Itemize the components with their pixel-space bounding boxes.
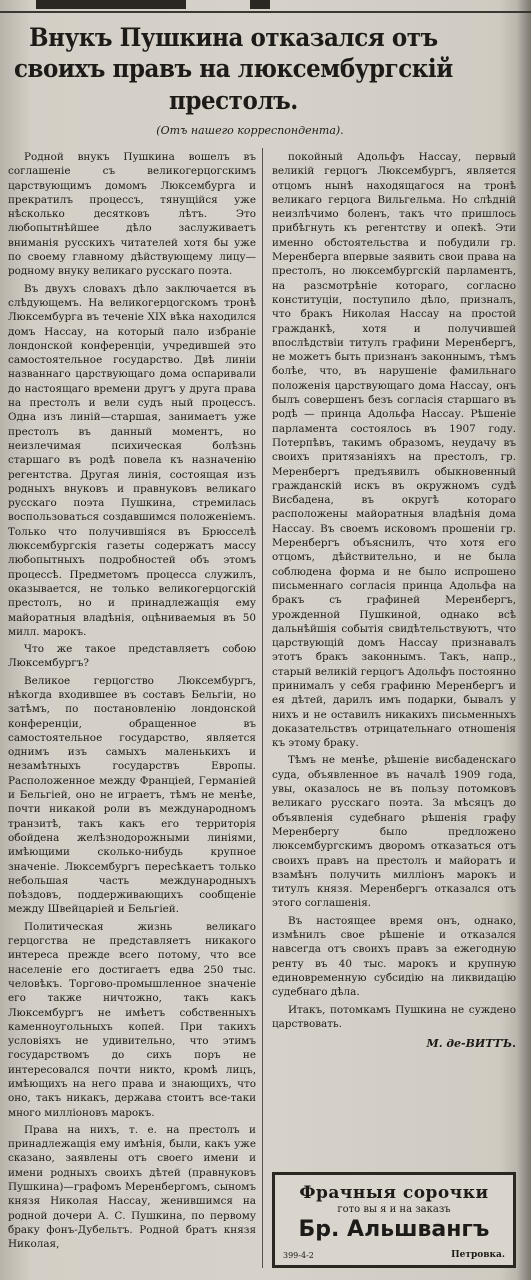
ad-address: Петровка. — [451, 1250, 505, 1260]
column-divider — [262, 148, 263, 1268]
right-column — [272, 150, 516, 1051]
paragraph: Права на нихъ, т. е. на престолъ и принадлежащія ему имѣнія, были, какъ уже сказано, заявлены отъ своего имени и имени родныхъ своихъ дѣтей (правнуковъ Пушкина)—графомъ Меренбергомъ, сыномъ князя Николая Нассау, женившимся на родной дочери А. С. Пушкина, по первому браку фонъ-Дубельтъ. Родной братъ князя Николая, — [8, 1123, 256, 1251]
author-signature: М. де-ВИТТЪ. — [426, 1037, 516, 1051]
paragraph: Политическая жизнь великаго герцогства не представляетъ никакого интереса прежде всего потому, что все населеніе его достигаетъ едва 250 тыс. человѣкъ. Торгово-промышленное значеніе его также ничтожно, такъ какъ Люксембургъ не имѣетъ собственныхъ каменноугольныхъ копей. При такихъ условіяхъ не удивительно, что этимъ государствомъ до сихъ поръ не интересовался почти никто, кромѣ лицъ, имѣющихъ на него права и знающихъ, что оно, такъ никакъ, держава стоитъ все-таки много милліоновъ марокъ. — [8, 920, 256, 1119]
paragraph: покойный Адольфъ Нассау, первый великій герцогъ Люксембургъ, является отцомъ нынѣ находящагося на тронѣ великаго герцога Вильгельма. Но слѣдній неизлѣчимо боленъ, такъ что пришлось прибѣгнуть къ регентству и опекѣ. Эти именно обстоятельства и побудили гр. Меренберга впервые заявить свои права на престолъ, но люксембургскій парламентъ, на разсмотрѣніе котораго, согласно конституціи, поступило дѣло, призналъ, что бракъ Николая Нассау на простой гражданкѣ, хотя и получившей впослѣдствіи титулъ графини Меренбергъ, не можетъ быть признанъ законнымъ, тѣмъ болѣе, что, въ нарушеніе фамильнаго положенія царствующаго дома Нассау, онъ былъ совершенъ безъ согласія старшаго въ родѣ — принца Адольфа Нассау. Рѣшеніе парламента состоялось въ 1907 году. Потерпѣвъ, такимъ образомъ, неудачу въ своихъ притязаніяхъ на престолъ, гр. Меренбергъ предъявилъ обыкновенный гражданскій искъ въ окружномъ судѣ Висбадена, въ округѣ котораго расположены майоратныя владѣнія дома Нассау. Въ своемъ исковомъ прошеніи гр. Меренбергъ объяснилъ, что хотя его отцомъ, дѣйствительно, и не была соблюдена форма и не было испрошено письменнаго согласія принца Адольфа на бракъ съ графиней Меренбергъ, урожденной Пушкиной, однако всѣ дальнѣйшія событія свидѣтельствуютъ, что царствующій домъ Нассау признавалъ этотъ бракъ законнымъ. Такъ, напр., старый великій герцогъ Адольфъ постоянно принималъ у себя графиню Меренбергъ и ея дѣтей, дарилъ имъ подарки, бывалъ у нихъ и не оставилъ никакихъ письменныхъ доказательствъ отрицательнаго отношенія къ этому браку. — [272, 151, 516, 750]
paragraph: Великое герцогство Люксембургъ, нѣкогда входившее въ составъ Бельгіи, но затѣмъ, по постановленію лондонской конференціи, обращенное въ самостоятельное государство, является однимъ изъ самыхъ маленькихъ и незамѣтныхъ государствъ Европы. Расположенное между Франціей, Германіей и Бельгіей, оно не играетъ, тѣмъ не менѣе, почти никакой роли въ международномъ транзитѣ, такъ какъ его территорія обойдена желѣзнодорожными линіями, имѣющими сколько-нибудь крупное значеніе. Люксембургъ пересѣкаетъ только небольшая часть международныхъ поѣздовъ, поддерживающихъ сообщеніе между Швейцаріей и Бельгіей. — [8, 674, 256, 916]
article-byline: (Отъ нашего корреспондента). — [156, 124, 344, 137]
paragraph: Въ настоящее время онъ, однако, измѣнилъ свое рѣшеніе и отказался навсегда отъ своихъ правъ за ежегодную ренту въ 40 тыс. марокъ и крупную единовременную субсидію на ликвидацію судебнаго дѣла. — [272, 914, 516, 999]
ad-brand: Бр. Альшвангъ — [298, 1217, 490, 1242]
page-edge-shadow — [517, 0, 531, 1280]
left-column — [8, 150, 256, 1255]
paragraph: Родной внукъ Пушкина вошелъ въ соглашеніе съ великогерцогскимъ царствующимъ домомъ Люксембурга и прекратилъ процессъ, тянущійся уже нѣсколько десятковъ лѣтъ. Это любопытнѣйшее дѣло заслуживаетъ вниманія русскихъ читателей хотя бы уже по своему главному дѣйствующему лицу—родному внуку великаго русскаго поэта. — [8, 151, 256, 278]
paragraph: Итакъ, потомкамъ Пушкина не суждено царствовать. — [272, 1003, 516, 1030]
ad-code: 399-4-2 — [283, 1251, 314, 1260]
ad-subtitle: гото вы я и на заказъ — [337, 1204, 451, 1215]
ad-title: Фрачныя сорочки — [299, 1183, 489, 1203]
paragraph: Въ двухъ словахъ дѣло заключается въ слѣдующемъ. На великогерцогскомъ тронѣ Люксембурга въ теченіе XIX вѣка находился домъ Нассау, на который пало избраніе лондонской конференціи, учредившей это самостоятельное государство. Двѣ линіи названнаго царствующаго дома оспаривали до настоящаго времени другъ у друга права на престолъ и вели судъ ный процессъ. Одна изъ линій—старшая, занимаетъ уже престолъ въ данный моментъ, но неизлечимая психическая болѣзнь старшаго въ родѣ повела къ назначенію регентства. Другая линія, состоящая изъ родныхъ внуковъ и правнуковъ великаго русскаго поэта Пушкина, стремилась воспользоваться создавшимся положеніемъ. Только что получившіяся въ Брюсселѣ люксембургскія газеты содержатъ массу любопытныхъ подробностей объ этомъ процессѣ. Предметомъ процесса служилъ, оказывается, не только великогерцогскій престолъ, но и принадлежащія ему майоратныя владѣнія, оцѣниваемыя въ 50 милл. марокъ. — [8, 282, 256, 638]
shirt-advertisement — [272, 1172, 516, 1268]
paragraph: Тѣмъ не менѣе, рѣшеніе висбаденскаго суда, объявленное въ началѣ 1909 года, увы, оказалось не въ пользу потомковъ великаго русскаго поэта. За мѣсяцъ до объявленія судебнаго рѣшенія графу Меренбергу было предложено люксембургскимъ дворомъ отказаться отъ своихъ правъ на престолъ и майоратъ и взамѣнъ получить милліонъ марокъ и титулъ князя. Меренбергъ отказался отъ этого соглашенія. — [272, 754, 516, 910]
paragraph: Что же такое представляетъ собою Люксембургъ? — [8, 643, 256, 670]
article-headline: Внукъ Пушкина отказался отъ своихъ правъ на люксембургскій престолъ. — [13, 23, 453, 115]
top-border — [0, 0, 531, 22]
